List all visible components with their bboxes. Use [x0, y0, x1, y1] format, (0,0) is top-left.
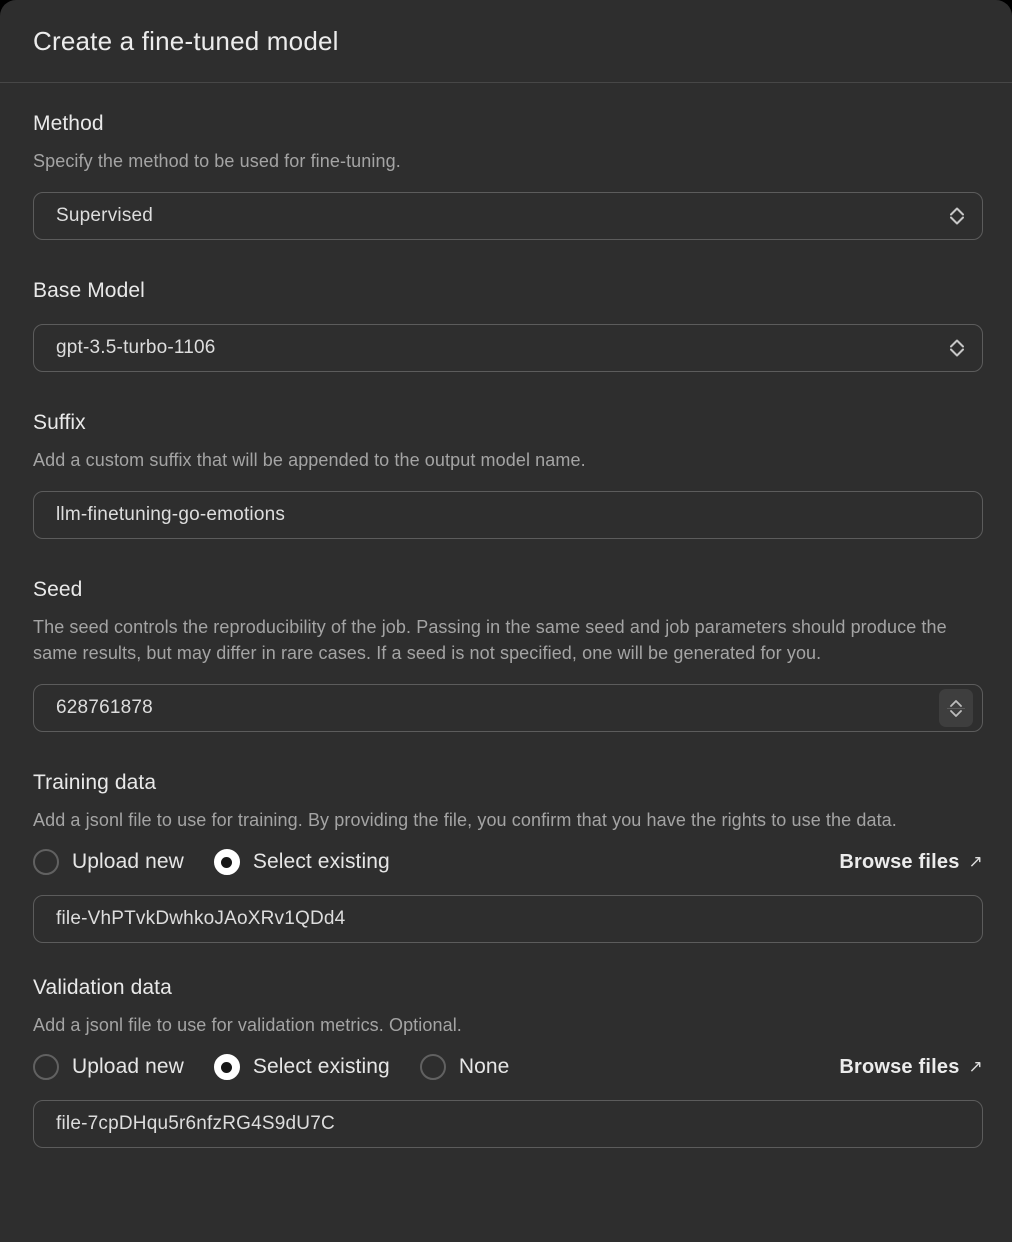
suffix-input[interactable]: [34, 492, 982, 538]
unfold-chevrons-icon: [950, 339, 964, 358]
radio-label: Upload new: [72, 1055, 184, 1078]
radio-icon: [33, 849, 59, 875]
training-upload-new-radio[interactable]: [33, 849, 184, 875]
training-data-label: Training data: [33, 771, 157, 794]
seed-input[interactable]: [34, 685, 982, 731]
radio-label: Select existing: [252, 850, 390, 873]
browse-files-label: Browse files: [839, 850, 960, 873]
base-model-select[interactable]: [33, 324, 983, 372]
radio-label: Upload new: [72, 850, 184, 873]
validation-select-existing-radio[interactable]: [214, 1054, 390, 1080]
radio-label: Select existing: [252, 1055, 390, 1078]
training-file-field-wrap: [33, 895, 983, 943]
unfold-chevrons-icon: [950, 207, 964, 226]
radio-label: None: [458, 1055, 510, 1078]
modal-header: [0, 0, 1012, 83]
base-model-select-value: gpt-3.5-turbo-1106: [56, 337, 216, 358]
suffix-field-wrap: [33, 491, 983, 539]
training-browse-files-link[interactable]: [839, 851, 983, 874]
method-select[interactable]: [33, 192, 983, 240]
training-select-existing-radio[interactable]: [214, 849, 390, 875]
training-file-input[interactable]: [34, 896, 982, 942]
arrow-up-right-icon: ↗: [968, 1057, 983, 1076]
modal-body: [0, 83, 1012, 1148]
method-description: Specify the method to be used for fine-tuning.: [33, 151, 401, 171]
suffix-description: Add a custom suffix that will be appended to the output model name.: [33, 450, 586, 470]
base-model-label: Base Model: [33, 279, 145, 302]
stepper-divider: [947, 708, 965, 709]
modal-title: Create a fine-tuned model: [33, 25, 339, 56]
seed-description: The seed controls the reproducibility of the job. Passing in the same seed and job parameters should produce the same results, but may differ in rare cases. If a seed is not specified, one will be generated for you.: [33, 617, 947, 663]
seed-stepper[interactable]: [939, 689, 973, 727]
chevron-down-icon: [950, 710, 962, 717]
browse-files-label: Browse files: [839, 1055, 960, 1078]
seed-field-wrap: [33, 684, 983, 732]
chevron-up-icon: [950, 700, 962, 707]
radio-icon: [420, 1054, 446, 1080]
validation-data-radio-row: [33, 1054, 983, 1080]
validation-none-radio[interactable]: [420, 1054, 510, 1080]
validation-file-field-wrap: [33, 1100, 983, 1148]
arrow-up-right-icon: ↗: [968, 852, 983, 871]
validation-file-input[interactable]: [34, 1101, 982, 1147]
radio-icon: [33, 1054, 59, 1080]
validation-upload-new-radio[interactable]: [33, 1054, 184, 1080]
training-data-radio-row: [33, 849, 983, 875]
radio-icon: [214, 1054, 240, 1080]
suffix-label: Suffix: [33, 411, 86, 434]
training-data-description: Add a jsonl file to use for training. By providing the file, you confirm that you have the rights to use the data.: [33, 810, 897, 830]
validation-data-label: Validation data: [33, 976, 172, 999]
validation-browse-files-link[interactable]: [839, 1056, 983, 1079]
method-select-value: Supervised: [56, 205, 154, 226]
method-label: Method: [33, 112, 104, 135]
seed-label: Seed: [33, 578, 83, 601]
radio-icon: [214, 849, 240, 875]
validation-data-description: Add a jsonl file to use for validation metrics. Optional.: [33, 1015, 462, 1035]
